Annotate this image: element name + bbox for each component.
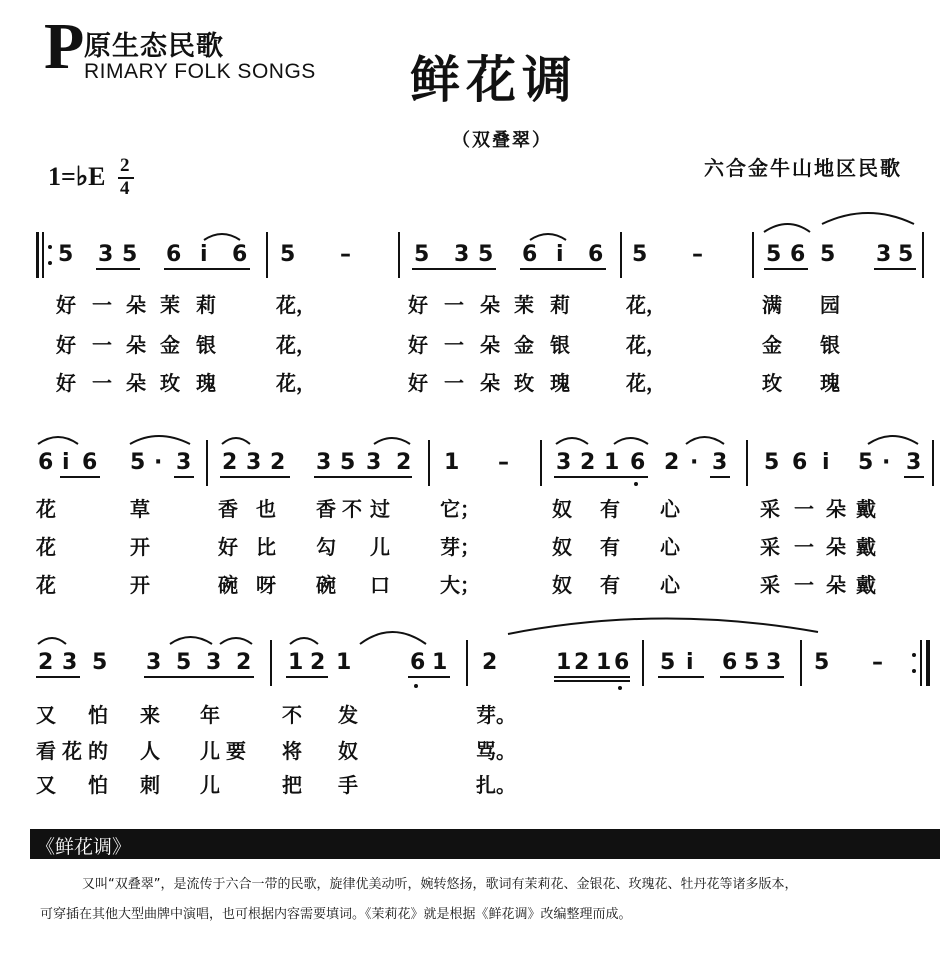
note: 1: [336, 650, 352, 675]
lyric: 好: [218, 535, 238, 559]
lyric: 香: [316, 497, 336, 521]
lyric: 采: [760, 497, 780, 521]
lyric: 怕: [88, 773, 108, 797]
lyric: 银: [820, 333, 840, 357]
lyric: 有: [600, 497, 620, 521]
bar-line: [270, 640, 272, 686]
note: 1: [444, 450, 460, 475]
note: 6: [166, 242, 182, 267]
lyric: 朵: [826, 535, 846, 559]
note: 5: [764, 450, 780, 475]
note: 3: [176, 450, 192, 475]
note: 6: [722, 650, 738, 675]
lyric: 戴: [856, 573, 876, 597]
lyric: 碗: [316, 573, 336, 597]
lyric: 花: [36, 573, 56, 597]
note: 6: [792, 450, 808, 475]
lyric: 瑰: [196, 371, 216, 395]
lyric: 勾: [316, 535, 336, 559]
lyric: 花，: [626, 293, 666, 317]
lyric: 奴: [552, 535, 572, 559]
lyric: 朵: [826, 573, 846, 597]
lyric: 不: [342, 497, 362, 521]
repeat-dot: [912, 669, 916, 673]
lyric: 花: [36, 535, 56, 559]
lyric: 玫: [762, 371, 782, 395]
note: 5: [660, 650, 676, 675]
lyric: 年: [200, 703, 220, 727]
lyric: 花，: [626, 333, 666, 357]
lyric: 银: [196, 333, 216, 357]
time-signature-top: 2: [120, 155, 130, 176]
lyric: 茉: [160, 293, 180, 317]
note: 3: [906, 450, 922, 475]
series-letter: P: [44, 10, 85, 83]
lyric: 不: [282, 703, 302, 727]
note: 3: [454, 242, 470, 267]
note: 5: [280, 242, 296, 267]
lyric: 朵: [480, 371, 500, 395]
note: 5: [478, 242, 494, 267]
note: 3: [766, 650, 782, 675]
note: 5: [176, 650, 192, 675]
lyric: 采: [760, 535, 780, 559]
bar-line: [466, 640, 468, 686]
note: 2: [396, 450, 412, 475]
note: 5: [898, 242, 914, 267]
lyric: 它；: [440, 497, 480, 521]
note: 3: [146, 650, 162, 675]
lyric: 朵: [126, 333, 146, 357]
note: 5: [92, 650, 108, 675]
lyric: 人: [140, 739, 160, 763]
note: 6: [410, 650, 426, 675]
note: 2: [664, 450, 680, 475]
lyric: 的: [88, 739, 108, 763]
lyric: 来: [140, 703, 160, 727]
note-dot: ·: [882, 450, 891, 475]
beam: [144, 676, 254, 678]
lyric: 花，: [276, 293, 316, 317]
song-subtitle: （双叠翠）: [452, 130, 552, 151]
lyric: 好: [408, 333, 428, 357]
lyric: 玫: [160, 371, 180, 395]
note: 1: [556, 650, 572, 675]
bar-line: [642, 640, 644, 686]
note: 5: [340, 450, 356, 475]
series-name-cn: 原生态民歌: [84, 31, 224, 62]
note: 2: [580, 450, 596, 475]
note-dot: ·: [690, 450, 699, 475]
lyric: 莉: [196, 293, 216, 317]
song-title: 鲜花调: [410, 51, 578, 109]
lyric: 一: [444, 371, 464, 395]
lyric: 心: [660, 497, 680, 521]
beam: [408, 676, 450, 678]
lyric: 奴: [552, 497, 572, 521]
lyric: 好: [56, 293, 76, 317]
lyric: 口: [370, 573, 390, 597]
lyric: 好: [56, 333, 76, 357]
lyric: 采: [760, 573, 780, 597]
lyric: 金: [762, 333, 782, 357]
beam: [286, 676, 328, 678]
note: i: [556, 242, 564, 267]
note: 5: [820, 242, 836, 267]
note: 6: [790, 242, 806, 267]
repeat-end-bar: [926, 640, 930, 686]
song-origin: 六合金牛山地区民歌: [704, 156, 902, 180]
beam: [658, 676, 704, 678]
note: i: [200, 242, 208, 267]
lyric: 开: [130, 535, 150, 559]
lyric: 大；: [440, 573, 480, 597]
lyric: 茉: [514, 293, 534, 317]
lyric: 开: [130, 573, 150, 597]
note-dash: –: [692, 242, 703, 267]
bar-line: [800, 640, 802, 686]
lyric: 好: [408, 371, 428, 395]
note: 1: [596, 650, 612, 675]
lyric: 戴: [856, 497, 876, 521]
lyric: 有: [600, 535, 620, 559]
note: 3: [556, 450, 572, 475]
lyric: 芽。: [476, 703, 516, 727]
note: 5: [814, 650, 830, 675]
lyric: 花: [36, 497, 56, 521]
lyric: 又: [36, 773, 56, 797]
lyric: 呀: [256, 573, 276, 597]
note: 5: [766, 242, 782, 267]
note: 2: [310, 650, 326, 675]
note: 2: [574, 650, 590, 675]
note: 5: [58, 242, 74, 267]
lyric: 扎。: [476, 773, 516, 797]
lyric: 瑰: [550, 371, 570, 395]
lyric: 芽；: [440, 535, 480, 559]
note: 3: [98, 242, 114, 267]
repeat-end-bar-thin: [920, 640, 922, 686]
lyric: 戴: [856, 535, 876, 559]
repeat-dot: [912, 653, 916, 657]
lyric: 儿: [200, 739, 220, 763]
beam: [554, 680, 630, 682]
lyric: 刺: [140, 773, 160, 797]
note-dash: –: [340, 242, 351, 267]
lyric: 发: [338, 703, 358, 727]
note: 3: [62, 650, 78, 675]
note-paragraph-1: 又叫“双叠翠”，是流传于六合一带的民歌，旋律优美动听，婉转悠扬，歌词有茉莉花、金银花、玫瑰花、牡丹花等诸多版本，: [82, 877, 798, 892]
note: 3: [712, 450, 728, 475]
lyric: 朵: [480, 333, 500, 357]
note: 6: [38, 450, 54, 475]
lyric: 花，: [626, 371, 666, 395]
note-paragraph-2: 可穿插在其他大型曲牌中演唱，也可根据内容需要填词。《茉莉花》就是根据《鲜花调》改编整理而成。: [40, 907, 632, 922]
lyric: 金: [160, 333, 180, 357]
series-name-en: RIMARY FOLK SONGS: [84, 60, 316, 83]
lyric: 园: [820, 293, 840, 317]
note: 3: [246, 450, 262, 475]
lyric: 花: [62, 739, 82, 763]
note: 6: [522, 242, 538, 267]
lyric: 一: [794, 573, 814, 597]
lyric: 朵: [826, 497, 846, 521]
lyric: 银: [550, 333, 570, 357]
note: 1: [432, 650, 448, 675]
low-octave-dot: [618, 686, 622, 690]
lyric: 一: [794, 497, 814, 521]
note: 1: [604, 450, 620, 475]
lyric: 好: [408, 293, 428, 317]
lyric: 过: [370, 497, 390, 521]
note: 6: [588, 242, 604, 267]
note-title: 《鲜花调》: [36, 836, 132, 858]
lyric: 儿: [200, 773, 220, 797]
beam: [554, 676, 630, 678]
note-dot: ·: [154, 450, 163, 475]
lyric: 一: [444, 293, 464, 317]
note-dash: –: [498, 450, 509, 475]
lyric: 草: [130, 497, 150, 521]
lyric: 奴: [338, 739, 358, 763]
note-banner: [30, 829, 940, 859]
note: 2: [222, 450, 238, 475]
note: 6: [232, 242, 248, 267]
note: i: [62, 450, 70, 475]
lyric: 碗: [218, 573, 238, 597]
note: 3: [206, 650, 222, 675]
lyric: 一: [92, 371, 112, 395]
lyric: 又: [36, 703, 56, 727]
lyric: 香: [218, 497, 238, 521]
key-label: 1=♭E: [48, 162, 106, 191]
note: 3: [366, 450, 382, 475]
lyric: 看: [36, 739, 56, 763]
note: i: [686, 650, 694, 675]
lyric: 奴: [552, 573, 572, 597]
lyric: 一: [794, 535, 814, 559]
lyric: 有: [600, 573, 620, 597]
note: 2: [236, 650, 252, 675]
time-signature-bottom: 4: [120, 178, 130, 199]
lyric: 花，: [276, 333, 316, 357]
lyric: 金: [514, 333, 534, 357]
lyric: 一: [444, 333, 464, 357]
low-octave-dot: [414, 684, 418, 688]
lyric: 将: [282, 739, 302, 763]
note: 5: [632, 242, 648, 267]
note: 6: [630, 450, 646, 475]
lyric: 好: [56, 371, 76, 395]
note: 6: [614, 650, 630, 675]
note: 5: [414, 242, 430, 267]
lyric: 也: [256, 497, 276, 521]
lyric: 把: [282, 773, 302, 797]
lyric: 花，: [276, 371, 316, 395]
beam: [720, 676, 784, 678]
lyric: 比: [256, 535, 276, 559]
lyric: 儿: [370, 535, 390, 559]
lyric: 要: [226, 739, 246, 763]
lyric: 朵: [480, 293, 500, 317]
lyric: 一: [92, 333, 112, 357]
lyric: 一: [92, 293, 112, 317]
lyric: 怕: [88, 703, 108, 727]
lyric: 心: [660, 573, 680, 597]
note: 6: [82, 450, 98, 475]
beam: [36, 676, 80, 678]
note: 5: [130, 450, 146, 475]
note: 1: [288, 650, 304, 675]
lyric: 瑰: [820, 371, 840, 395]
lyric: 莉: [550, 293, 570, 317]
note: 3: [876, 242, 892, 267]
note: 2: [38, 650, 54, 675]
note-dash: –: [872, 650, 883, 675]
lyric: 手: [338, 773, 358, 797]
lyric: 满: [762, 293, 782, 317]
lyric: 心: [660, 535, 680, 559]
note: 2: [482, 650, 498, 675]
note: 2: [270, 450, 286, 475]
note: 5: [858, 450, 874, 475]
lyric: 玫: [514, 371, 534, 395]
note: 3: [316, 450, 332, 475]
note: 5: [744, 650, 760, 675]
lyric: 骂。: [476, 739, 516, 763]
note: 5: [122, 242, 138, 267]
note: i: [822, 450, 830, 475]
lyric: 朵: [126, 293, 146, 317]
lyric: 朵: [126, 371, 146, 395]
